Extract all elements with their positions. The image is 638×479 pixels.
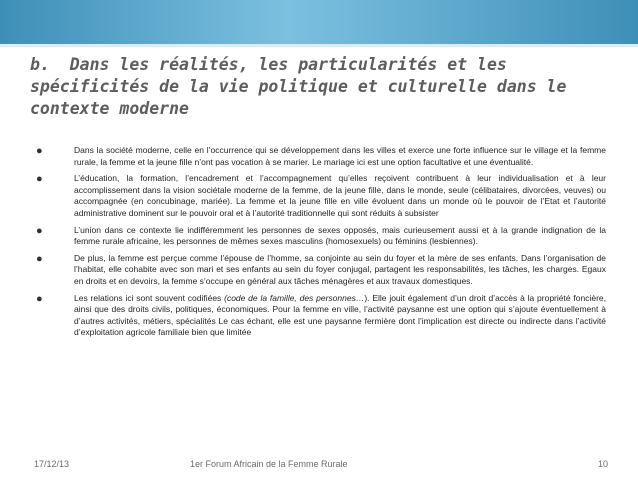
bullet-text: L’union dans ce contexte lie indifféremment les personnes de sexes opposés, mais curieusement aussi et à la grande indignation de la femme rurale africaine, les personnes de mêmes sexes masculins (homosexuels) ou féminins (lesbiennes). [74, 224, 606, 247]
footer-date: 17/12/13 [34, 459, 70, 469]
bullet-dot-icon: ● [36, 252, 43, 265]
bullet-text: Dans la société moderne, celle en l’occurrence qui se développement dans les villes et exerce une forte influence sur le village et la femme rurale, la femme et la jeune fille n’ont pas vocation à se marier. Le mariage ici est une option facultative et une éventualité. [74, 145, 606, 167]
bullet-text-italic: (code de la famille, des personnes… [224, 292, 365, 303]
bullet-item [36, 145, 606, 168]
header-bar [0, 0, 638, 44]
bullet-text: De plus, la femme est perçue comme l’épouse de l’homme, sa conjointe au sein du foyer et la mère de ses enfants. Dans l’organisation de l’habitat, elle cohabite avec son mari et ses enfants au sein du foyer conjugal, partagent les responsabilités, les tâches, les charges. Egaux en droits et en devoirs, la femme s’occupe en général aux tâches ménagères et aux travaux domestiques. [74, 252, 606, 286]
bullet-item [36, 253, 606, 288]
bullet-text-start: Les relations ici sont souvent codifiées [74, 292, 225, 303]
page-number: 10 [598, 459, 609, 469]
footer-event-name: 1er Forum Africain de la Femme Rurale [190, 459, 348, 469]
bullet-text-end: ). Elle jouit également d’un droit d’accès à la propriété foncière, ainsi que des droits civils, politiques, économiques. Pour la femme en ville, l’activité paysanne est une option qui s’ajoute éventuellement à d’autres activités, métiers, spécialités Le cas échant, elle est une paysanne fermière dont l’implication est directe ou indirecte dans l’activité d’exploitation agricole familiale bien que limitée [74, 292, 607, 338]
slide-footer [0, 459, 638, 475]
bullet-dot-icon: ● [36, 292, 43, 305]
header-bar-divider [0, 44, 638, 47]
bullet-dot-icon: ● [36, 173, 43, 186]
slide-title: b. Dans les réalités, les particularités et les spécificités de la vie politique et culturelle dans le contexte moderne [30, 55, 577, 118]
bullet-dot-icon: ● [36, 224, 43, 237]
bullet-item [36, 225, 606, 248]
bullet-list [36, 145, 606, 344]
bullet-text: L’éducation, la formation, l’encadrement et l’accompagnement qu’elles reçoivent contribuent à leur individualisation et à leur accomplissement dans la vision sociétale moderne de la femme, de la jeune fille, dans le monde, seule (célibataires, divorcées, veuves) ou accompagnée (en concubinage, mariée). La femme et la jeune fille en ville évoluent dans un monde où le pouvoir de l’Etat et l’autorité administrative dominent sur le pouvoir oral et à l’autorité traditionnelle qui sont réduits à subsister [74, 173, 606, 218]
bullet-dot-icon: ● [36, 145, 43, 157]
bullet-item [36, 173, 606, 219]
bullet-item [36, 293, 606, 339]
